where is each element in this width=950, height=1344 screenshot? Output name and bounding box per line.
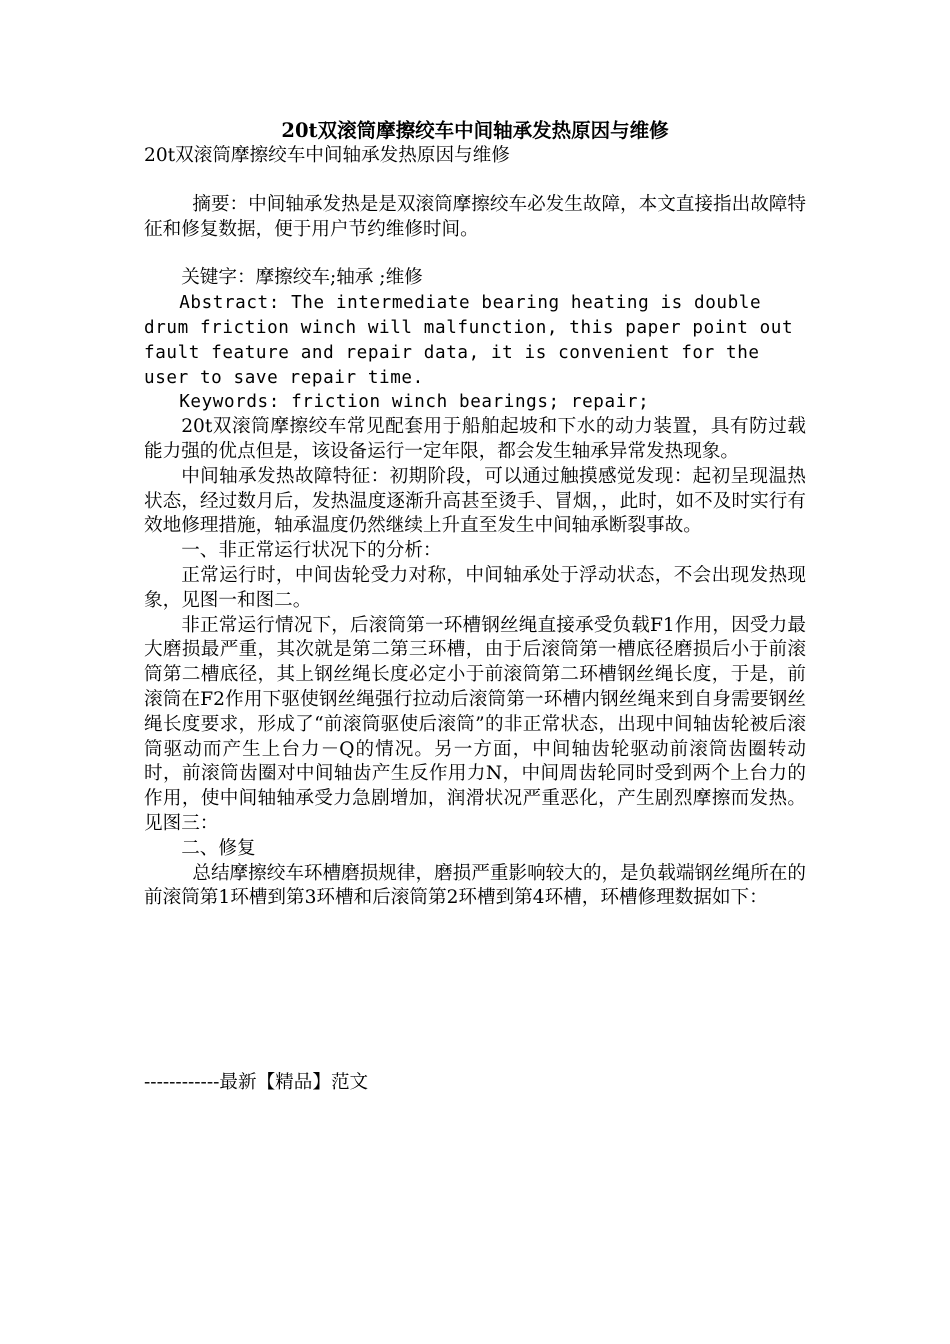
normal-operation-paragraph: 正常运行时，中间齿轮受力对称，中间轴承处于浮动状态，不会出现发热现象，见图一和图二。 xyxy=(144,564,806,611)
abstract-chinese: 摘要：中间轴承发热是是双滚筒摩擦绞车必发生故障，本文直接指出故障特征和修复数据，便于用户节约维修时间。 xyxy=(144,193,806,240)
document-subtitle: 20t双滚筒摩擦绞车中间轴承发热原因与维修 xyxy=(144,145,510,166)
abnormal-operation-paragraph: 非正常运行情况下，后滚筒第一环槽钢丝绳直接承受负载F1作用，因受力最大磨损最严重，其次就是第二第三环槽，由于后滚筒第一槽底径磨损后小于前滚筒第二槽底径，其上钢丝绳长度必定小于前滚筒第二环槽钢丝绳长度，于是，前滚筒在F2作用下驱使钢丝绳强行拉动后滚筒第一环槽内钢丝绳来到自身需要钢丝绳长度要求，形成了“前滚筒驱使后滚筒”的非正常状态，出现中间轴齿轮被后滚筒驱动而产生上台力－Q的情况。另一方面，中间轴齿轮驱动前滚筒齿圈转动时，前滚筒齿圈对中间轴齿产生反作用力N，中间周齿轮同时受到两个上台力的作用，使中间轴轴承受力急剧增加，润滑状况严重恶化，产生剧烈摩擦而发热。见图三： xyxy=(144,614,806,834)
footer-text: ------------最新【精品】范文 xyxy=(144,1072,369,1093)
section-heading-analysis: 一、非正常运行状况下的分析： xyxy=(181,540,442,562)
abstract-english: Abstract: The intermediate bearing heating is double drum friction winch will malfunction, this paper point out fault feature and repair data, it is convenient for the user to save repair time. xyxy=(144,293,794,388)
keywords-english: Keywords: friction winch bearings; repair; xyxy=(179,392,650,413)
blank-line xyxy=(144,242,806,266)
section-heading-repair: 二、修复 xyxy=(181,837,256,859)
blank-line xyxy=(144,169,806,193)
document-body xyxy=(144,118,806,911)
intro-paragraph: 20t双滚筒摩擦绞车常见配套用于船舶起坡和下水的动力装置，具有防过载能力强的优点但是，该设备运行一定年限，都会发生轴承异常发热现象。 xyxy=(144,416,806,462)
document-title: 20t双滚筒摩擦绞车中间轴承发热原因与维修 xyxy=(281,119,669,142)
keywords-chinese: 关键字：摩擦绞车;轴承 ;维修 xyxy=(181,267,423,289)
repair-summary-paragraph: 总结摩擦绞车环槽磨损规律，磨损严重影响较大的，是负载端钢丝绳所在的前滚筒第1环槽到第3环槽和后滚筒第2环槽到第4环槽，环槽修理数据如下： xyxy=(144,862,806,909)
fault-features-paragraph: 中间轴承发热故障特征：初期阶段，可以通过触摸感觉发现：起初呈现温热状态，经过数月后，发热温度逐渐升高甚至烫手、冒烟，，此时，如不及时实行有效地修理措施，轴承温度仍然继续上升直至发生中间轴承断裂事故。 xyxy=(144,465,806,537)
